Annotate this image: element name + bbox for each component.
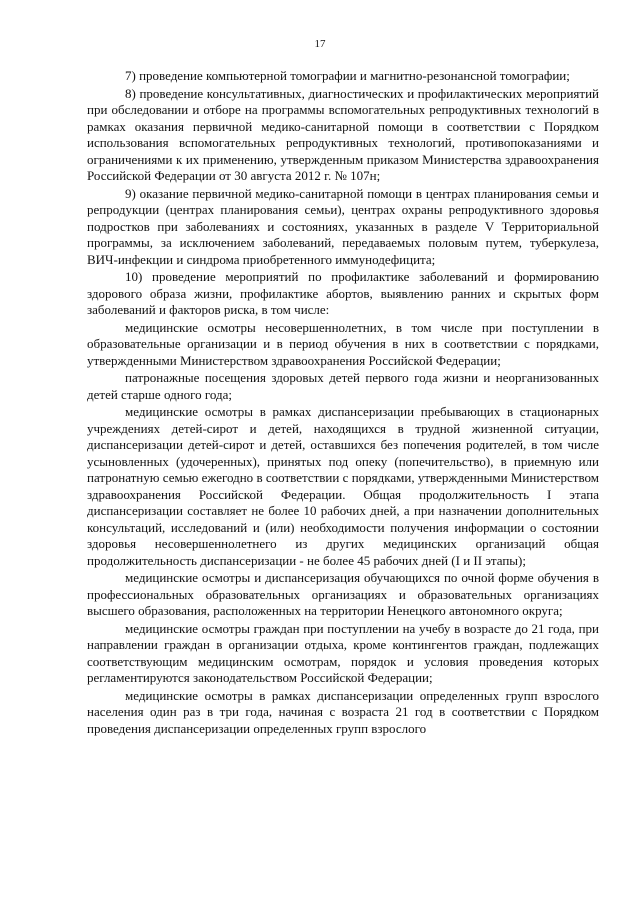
- paragraph-item-10: 10) проведение мероприятий по профилактике заболеваний и формированию здорового образа жизни, профилактике абортов, выявлению ранних и скрытых форм заболеваний и факторов риска, в том числе:: [87, 269, 599, 317]
- paragraph-item-8: 8) проведение консультативных, диагностических и профилактических мероприятий при обследовании и отборе на программы вспомогательных репродуктивных технологий в рамках оказания первичной медико-санитарной помощи в соответствии с Порядком использования вспомогательных репродуктивных технологий, противопоказаниями и ограничениями к их применению, утвержденным приказом Министерства здравоохранения Российской Федерации от 30 августа 2012 г. № 107н;: [87, 85, 599, 183]
- paragraph-orphan-checkups: медицинские осмотры в рамках диспансеризации пребывающих в стационарных учреждениях детей-сирот и детей, находящихся в трудной жизненной ситуации, диспансеризации детей-сирот и детей, оставшихся без попечения родителей, в том числе усыновленных (удочеренных), принятых под опеку (попечительство), в приемную или патронатную семью ежегодно в соответствии с порядками, утвержденными Министерством здравоохранения Российской Федерации. Общая продолжительность I этапа диспансеризации составляет не более 10 рабочих дней, а при назначении дополнительных консультаций, исследований и (или) необходимости получения информации о состоянии здоровья несовершеннолетнего из других медицинских организаций общая продолжительность диспансеризации - не более 45 рабочих дней (I и II этапы);: [87, 404, 599, 568]
- paragraph-patronage-visits: патронажные посещения здоровых детей первого года жизни и неорганизованных детей старше одного года;: [87, 370, 599, 402]
- paragraph-admission-checkups: медицинские осмотры граждан при поступлении на учебу в возрасте до 21 года, при направлении граждан в организации отдыха, кроме контингентов граждан, подлежащих соответствующим медицинским осмотрам, порядок и условия проведения которых регламентируются законодательством Российской Федерации;: [87, 620, 599, 685]
- paragraph-adult-dispensary: медицинские осмотры в рамках диспансеризации определенных групп взрослого населения один раз в три года, начиная с возраста 21 год в соответствии с Порядком проведения диспансеризации определенных групп взрослого: [87, 687, 599, 736]
- paragraph-student-checkups: медицинские осмотры и диспансеризация обучающихся по очной форме обучения в профессиональных образовательных организациях и образовательных организациях высшего образования, расположенных на территории Ненецкого автономного округа;: [87, 570, 599, 618]
- paragraph-item-9: 9) оказание первичной медико-санитарной помощи в центрах планирования семьи и репродукции (центрах планирования семьи), центрах охраны репродуктивного здоровья подростков при заболеваниях и состояниях, указанных в разделе V Территориальной программы, за исключением заболеваний, передаваемых половым путем, туберкулеза, ВИЧ-инфекции и синдрома приобретенного иммунодефицита;: [87, 185, 599, 267]
- paragraph-item-7: 7) проведение компьютерной томографии и магнитно-резонансной томографии;: [125, 68, 570, 83]
- document-body: [87, 68, 599, 737]
- page-number: 17: [314, 38, 326, 50]
- paragraph-minor-checkups: медицинские осмотры несовершеннолетних, в том числе при поступлении в образовательные организации и в период обучения в них в соответствии с порядками, утвержденными Министерством здравоохранения Российской Федерации;: [87, 319, 599, 368]
